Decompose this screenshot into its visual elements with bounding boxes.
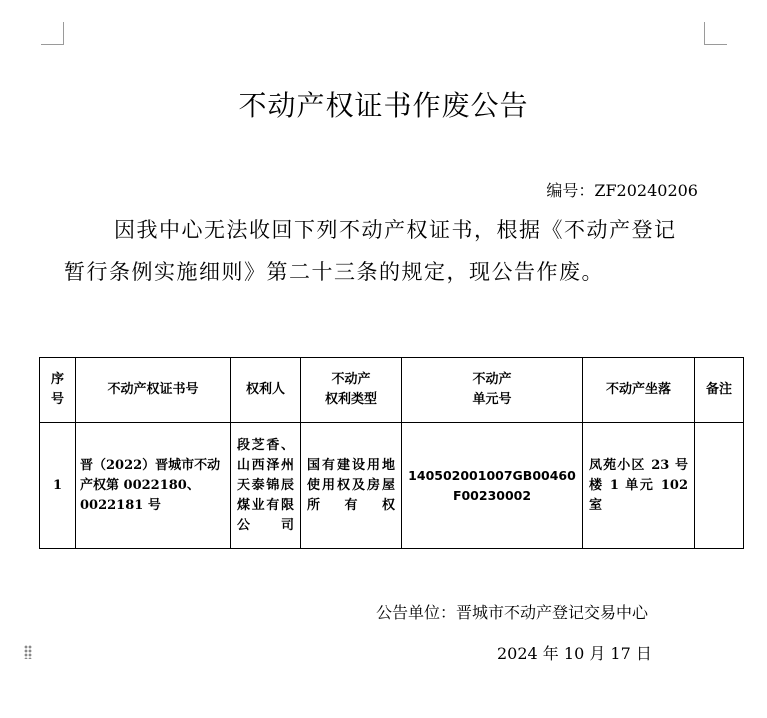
body-paragraph-line-2: 暂行条例实施细则》第二十三条的规定，现公告作废。 (64, 260, 604, 284)
body-paragraph-line-1: 因我中心无法收回下列不动产权证书，根据《不动产登记 (114, 218, 677, 242)
header-cert-no: 不动产权证书号 (76, 358, 231, 423)
cell-right-type: 国有建设用地使用权及房屋所有权 (301, 423, 402, 549)
header-right-type-line-2: 权利类型 (324, 392, 377, 407)
header-location: 不动产坐落 (583, 358, 695, 423)
drag-handle-icon[interactable] (24, 645, 32, 659)
header-right-type (301, 358, 402, 423)
cell-cert-no: 晋（2022）晋城市不动产权第 0022180、0022181 号 (76, 423, 231, 549)
table-header-row (40, 358, 744, 423)
margin-corner-top-left (41, 22, 64, 45)
cell-remark (695, 423, 744, 549)
page-title: 不动产权证书作废公告 (238, 89, 529, 122)
header-unit-no-line-1: 不动产 (472, 372, 512, 387)
header-seq (40, 358, 76, 423)
cell-unit-no: 140502001007GB00460F00230002 (402, 423, 583, 549)
cell-owner: 段芝香、山西泽州天泰锦辰煤业有限公司 (231, 423, 301, 549)
issue-date: 2024 年 10 月 17 日 (497, 644, 652, 663)
cell-location: 凤苑小区 23 号楼 1 单元 102 室 (583, 423, 695, 549)
margin-corner-top-right (704, 22, 727, 45)
header-unit-no-line-2: 单元号 (472, 392, 512, 407)
issuer-line: 公告单位：晋城市不动产登记交易中心 (376, 603, 649, 622)
document-number: 编号：ZF20240206 (546, 181, 698, 200)
header-remark: 备注 (695, 358, 744, 423)
header-seq-line-1: 序 (50, 372, 64, 387)
header-right-type-line-1: 不动产 (331, 372, 371, 387)
table-row (40, 423, 744, 549)
certificate-table (39, 357, 744, 549)
header-unit-no (402, 358, 583, 423)
header-seq-line-2: 号 (50, 392, 64, 407)
cell-seq: 1 (40, 423, 76, 549)
header-owner: 权利人 (231, 358, 301, 423)
